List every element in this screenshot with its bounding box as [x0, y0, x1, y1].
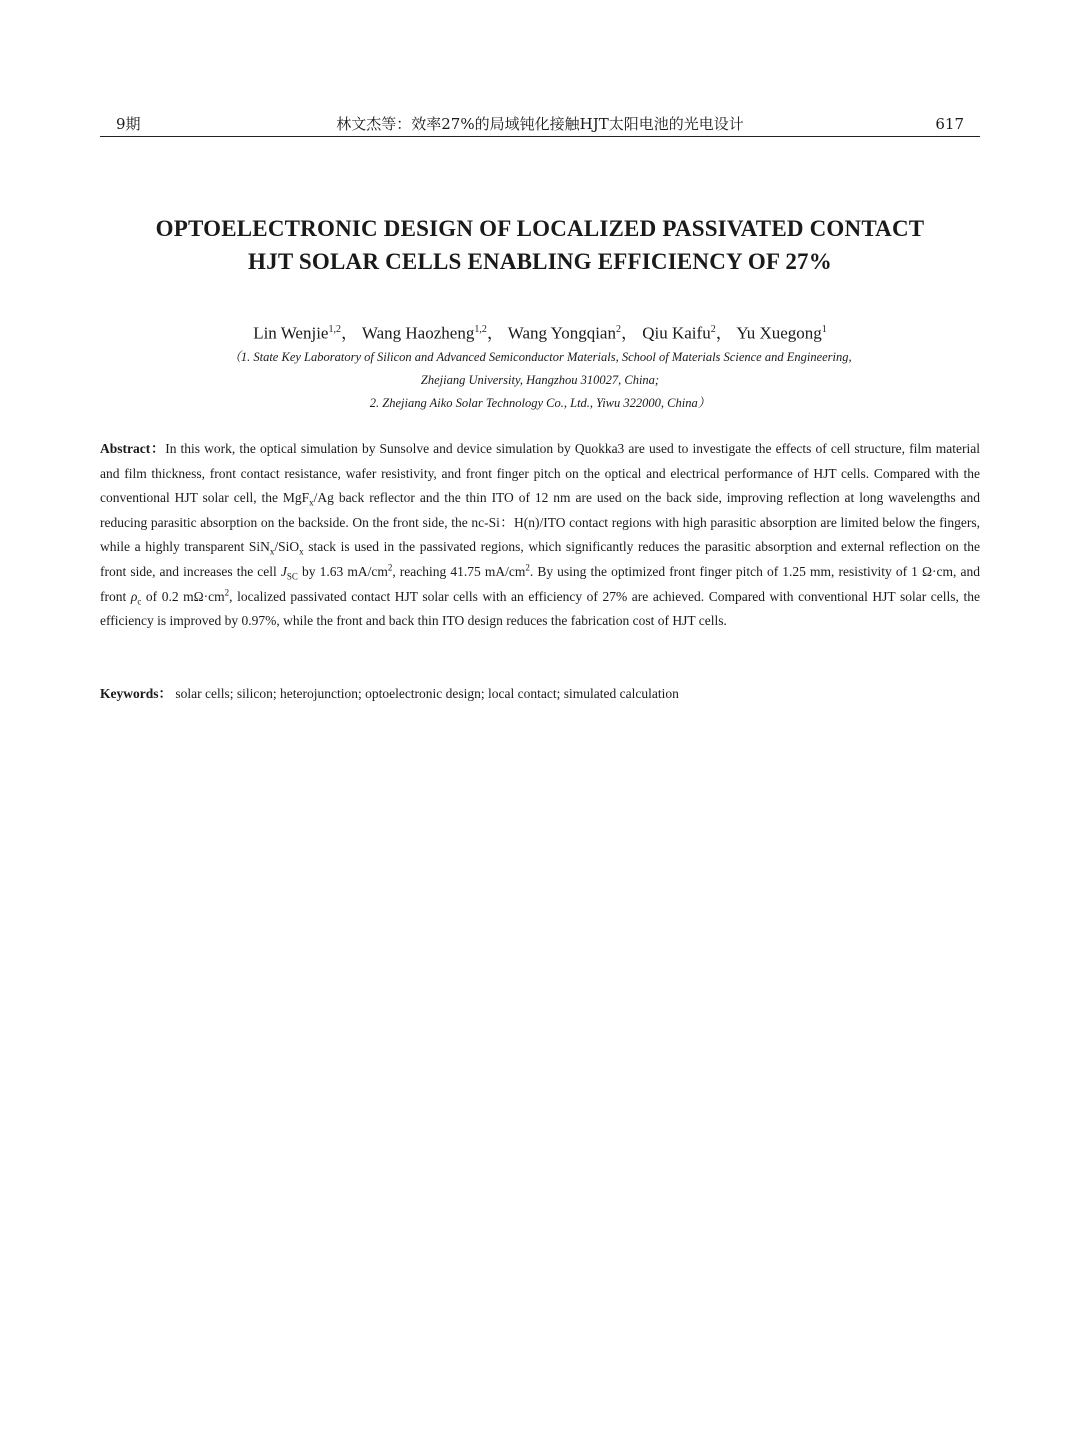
superscript: 2 — [224, 587, 230, 598]
subscript: SC — [286, 571, 298, 582]
abstract — [100, 437, 980, 634]
author-list — [100, 318, 980, 346]
author-affiliation-mark: 2 — [615, 324, 621, 335]
abstract-text: In this work, the optical simulation by Sunsolve and device simulation by Quokka3 are used to investigate the effects of cell structure, film material and film thickness, front contact resistance, wafer resistivity, and front finger pitch on the optical and electrical performance of HJT cells. Compared with the conventional HJT solar cell, the MgF — [100, 441, 980, 506]
author-name: Wang Yongqian — [507, 323, 616, 343]
author-separator: ， — [620, 323, 638, 343]
abstract-text: /SiO — [274, 539, 300, 555]
running-title: 林文杰等：效率27%的局域钝化接触HJT太阳电池的光电设计 — [336, 115, 744, 133]
paper-title — [100, 212, 980, 278]
title-line-1: OPTOELECTRONIC DESIGN OF LOCALIZED PASSIVATED CONTACT — [155, 216, 925, 241]
author-name: Qiu Kaifu — [642, 323, 711, 343]
keywords-text: solar cells; silicon; heterojunction; optoelectronic design; local contact; simulated calculation — [175, 686, 679, 701]
superscript: 2 — [525, 562, 530, 573]
subscript: c — [137, 596, 142, 607]
rho-symbol: ρ — [130, 588, 138, 604]
author-name: Lin Wenjie — [253, 323, 329, 343]
author-affiliation-mark: 1 — [821, 324, 827, 335]
abstract-text: of 0.2 mΩ·cm — [141, 588, 225, 604]
author-affiliation-mark: 2 — [710, 324, 716, 335]
subscript: x — [309, 497, 314, 508]
abstract-text: . By using the optimized front finger pitch of 1.25 mm, resistivity of 1 Ω·cm, and front — [100, 563, 981, 604]
superscript: 2 — [387, 562, 393, 573]
author-separator: ， — [486, 323, 504, 343]
title-line-2: HJT SOLAR CELLS ENABLING EFFICIENCY OF 27% — [248, 249, 832, 274]
running-header — [100, 112, 980, 137]
author-separator: ， — [340, 323, 358, 343]
affiliation-line-1: （1. State Key Laboratory of Silicon and Advanced Semiconductor Materials, School of Materials Science and Engineering, — [228, 350, 852, 364]
issue-number: 9期 — [116, 115, 141, 133]
affiliation-line-2: Zhejiang University, Hangzhou 310027, China; — [420, 373, 660, 387]
abstract-text: stack is used in the passivated regions, which significantly reduces the parasitic absorption and external reflection on the front side, and increases the cell — [100, 539, 980, 579]
author-affiliation-mark: 1,2 — [474, 324, 487, 335]
abstract-text: /Ag back reflector and the thin ITO of 12 nm are used on the back side, improving reflection at long wavelengths and reducing parasitic absorption on the backside. On the front side, the nc-Si：H(n)/ITO contact regions with high parasitic absorption are limited below the fingers, while a highly transparent SiN — [100, 490, 980, 555]
page-number: 617 — [935, 115, 964, 133]
abstract-text: , localized passivated contact HJT solar cells with an efficiency of 27% are achieved. Compared with conventional HJT solar cells, the efficiency is improved by 0.97%, while the front and back thin ITO design reduces the fabrication cost of HJT cells. — [100, 588, 980, 629]
abstract-label: Abstract： — [100, 441, 166, 456]
abstract-text: , reaching 41.75 mA/cm — [392, 563, 526, 579]
author-name: Yu Xuegong — [736, 323, 822, 343]
author-separator: ， — [715, 323, 733, 343]
abstract-text: by 1.63 mA/cm — [297, 563, 388, 579]
author-name: Wang Haozheng — [361, 323, 475, 343]
subscript: x — [299, 547, 304, 558]
jsc-symbol: J — [280, 563, 287, 579]
keywords-label: Keywords： — [100, 686, 172, 701]
subscript: x — [269, 547, 275, 558]
affiliations — [100, 346, 980, 415]
author-affiliation-mark: 1,2 — [328, 324, 341, 335]
affiliation-line-3: 2. Zhejiang Aiko Solar Technology Co., Ltd., Yiwu 322000, China） — [369, 396, 711, 410]
keywords — [100, 682, 980, 706]
